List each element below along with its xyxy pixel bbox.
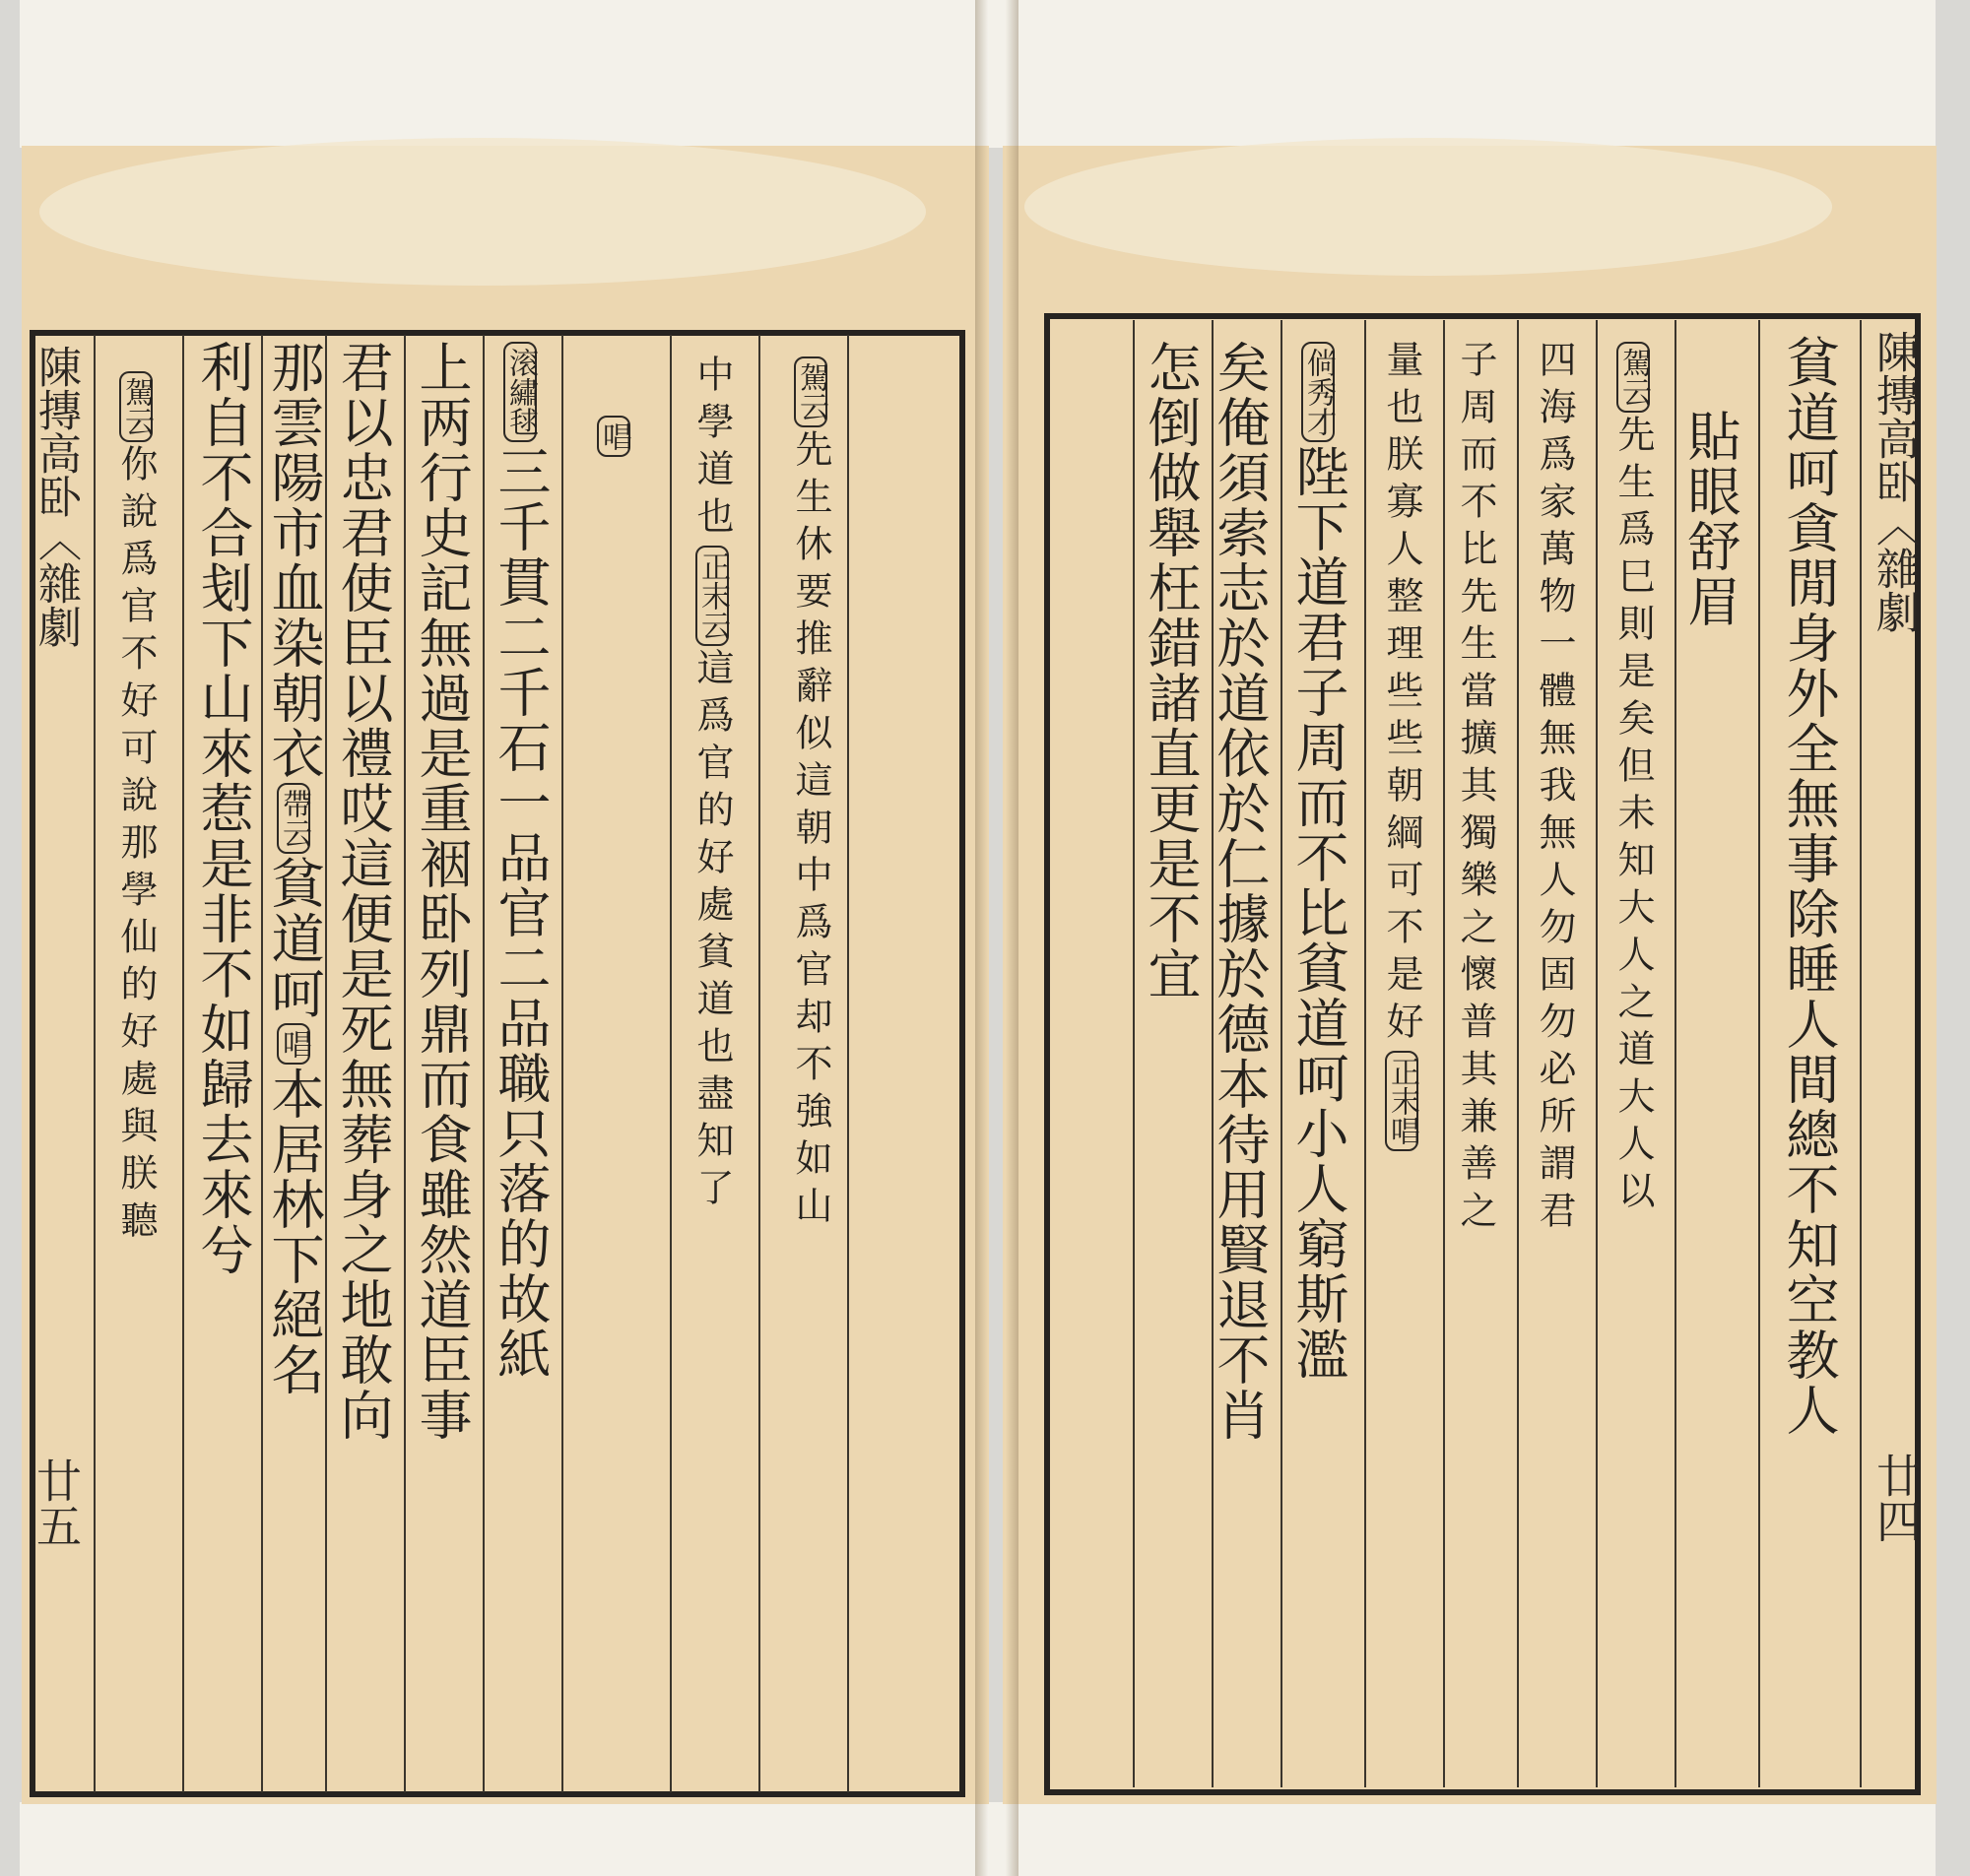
- text-column: [192, 340, 254, 1277]
- paper-stain: [39, 138, 926, 286]
- text-column: [1140, 340, 1202, 1002]
- text-segment: 子周而不比先生當擴其獨樂之懷普其兼善之: [1454, 340, 1497, 1238]
- role-marker: 唱: [277, 1023, 310, 1065]
- left-page-blank-bottom: [20, 1802, 995, 1876]
- text-segment: 矣俺須索志於道依於仁據於德本待用賢退不肖: [1209, 340, 1271, 1443]
- role-marker: 唱: [597, 416, 630, 457]
- text-segment: 三千貫二千石一品官二品職只落的故紙: [490, 444, 552, 1382]
- right-page-header: 陳摶高卧〈雜劇: [1869, 330, 1919, 633]
- text-column: [789, 355, 832, 1233]
- column-rule: [1364, 320, 1366, 1787]
- column-rule: [404, 335, 406, 1792]
- text-column: [411, 340, 473, 1443]
- column-rule: [847, 335, 849, 1792]
- text-column: [1679, 409, 1741, 629]
- column-rule: [561, 335, 563, 1792]
- text-segment: 陛下道君子周而不比貧道呵小人窮斯濫: [1287, 444, 1349, 1382]
- text-segment: 本居林下絕名: [263, 1067, 325, 1397]
- text-column: [595, 414, 632, 459]
- text-segment: 先生爲巳則是矣但未知大人之道大人以: [1611, 415, 1655, 1218]
- text-segment: 量也朕寡人整理些些朝綱可不是好: [1380, 340, 1423, 1049]
- text-segment: 四海爲家萬物一體無我無人勿固勿必所謂君: [1533, 340, 1576, 1238]
- text-segment: 那雲陽市血染朝衣: [263, 340, 325, 781]
- text-segment: 上两行史記無過是重裀卧列鼎而食雖然道臣事: [411, 340, 473, 1443]
- column-rule: [483, 335, 485, 1792]
- text-column: [690, 355, 734, 1215]
- text-segment: 利自不合刬下山來惹是非不如歸去來兮: [192, 340, 254, 1277]
- text-column: [1611, 340, 1655, 1218]
- text-segment: 先生休要推辭似這朝中爲官却不強如山: [789, 429, 832, 1233]
- role-marker: 倘秀才: [1301, 342, 1335, 442]
- column-rule: [182, 335, 184, 1792]
- column-rule: [1596, 320, 1598, 1787]
- role-marker: 正末唱: [1385, 1051, 1418, 1151]
- text-column: [490, 340, 552, 1382]
- column-rule: [1443, 320, 1445, 1787]
- text-segment: 怎倒做舉枉錯諸直更是不宜: [1140, 340, 1202, 1002]
- text-segment: 這爲官的好處貧道也盡知了: [690, 648, 734, 1215]
- text-column: [1454, 340, 1497, 1238]
- role-marker: 駕云: [119, 371, 153, 442]
- role-marker: 帶云: [277, 783, 310, 854]
- role-marker: 駕云: [794, 356, 827, 427]
- text-column: [263, 340, 325, 1397]
- text-segment: 貧道呵貪閒身外全無事除睡人間總不知空教人: [1778, 335, 1840, 1438]
- text-segment: 君以忠君使臣以禮哎這便是死無葬身之地敢向: [332, 340, 394, 1443]
- text-column: [1287, 340, 1349, 1382]
- text-column: [1533, 340, 1576, 1238]
- text-column: [332, 340, 394, 1443]
- right-page-blank-bottom: [995, 1802, 1936, 1876]
- column-rule: [670, 335, 672, 1792]
- column-rule: [1674, 320, 1676, 1787]
- text-column: [1209, 340, 1271, 1443]
- column-rule: [758, 335, 760, 1792]
- text-segment: 你說爲官不好可說那學仙的好處與朕聽: [114, 444, 158, 1248]
- column-rule: [325, 335, 327, 1792]
- book-gutter: [975, 0, 1018, 1876]
- right-page-folio: 廿四: [1870, 1453, 1923, 1543]
- text-column: [1380, 340, 1423, 1153]
- left-page-folio: 廿五: [30, 1457, 83, 1548]
- role-marker: 滚繡毬: [503, 342, 537, 442]
- text-segment: 中學道也: [690, 355, 734, 544]
- left-page-header: 陳摶高卧〈雜劇: [31, 345, 81, 648]
- role-marker: 正末云: [695, 546, 729, 646]
- text-column: [1778, 335, 1840, 1438]
- column-rule: [1133, 320, 1135, 1787]
- text-segment: 貧道呵: [263, 856, 325, 1021]
- column-rule: [94, 335, 96, 1792]
- column-rule: [1280, 320, 1282, 1787]
- column-rule: [1758, 320, 1760, 1787]
- left-page-blank-top: [20, 0, 995, 148]
- paper-stain: [1024, 138, 1832, 276]
- role-marker: 駕云: [1616, 342, 1650, 413]
- column-rule: [1517, 320, 1519, 1787]
- right-page-blank-top: [995, 0, 1936, 148]
- column-rule: [1860, 320, 1862, 1787]
- text-column: [114, 369, 158, 1248]
- text-segment: 貼眼舒眉: [1679, 409, 1741, 629]
